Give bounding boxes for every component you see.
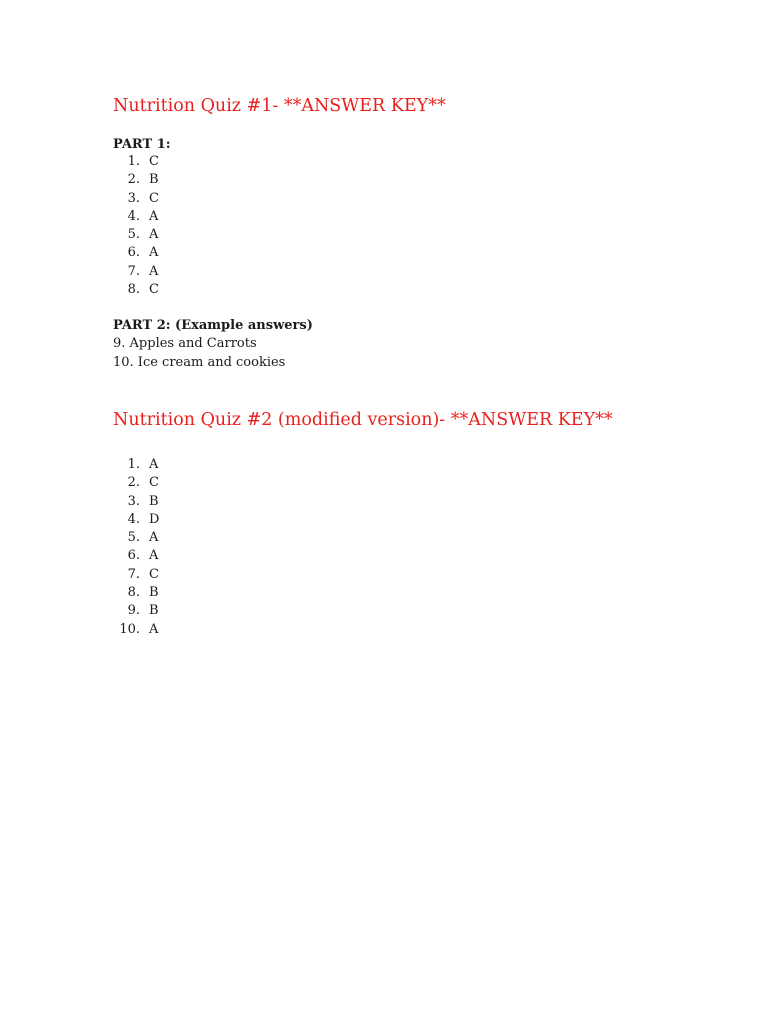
item-number: 5. [127, 530, 140, 546]
item-answer: C [149, 282, 159, 298]
list-item [113, 244, 159, 262]
list-item [113, 566, 159, 584]
list-item [113, 208, 159, 226]
item-number: 3. [127, 493, 140, 509]
item-number: 1. [127, 154, 140, 169]
list-item [113, 153, 159, 171]
item-answer: C [149, 190, 159, 206]
item-answer: C [149, 475, 159, 491]
item-answer: A [149, 621, 159, 637]
part1-label: PART 1: [113, 137, 171, 152]
item-answer: B [149, 493, 159, 509]
item-number: 7. [127, 263, 140, 279]
item-answer: A [149, 457, 159, 472]
part2-label: PART 2: (Example answers) [113, 318, 313, 333]
item-number: 1. [127, 457, 140, 472]
list-item [113, 547, 159, 565]
item-number: 10. [119, 621, 140, 637]
part1-answer-list [113, 153, 159, 299]
quiz1-title: Nutrition Quiz #1- **ANSWER KEY** [113, 96, 446, 116]
item-answer: C [149, 566, 159, 582]
item-answer: A [149, 245, 159, 261]
list-item: 10. Ice cream and cookies [113, 354, 286, 370]
item-answer: A [149, 548, 159, 564]
item-number: 5. [127, 227, 140, 243]
item-number: 2. [127, 475, 140, 491]
item-number: 8. [127, 585, 140, 601]
list-item [113, 263, 159, 281]
item-answer: B [149, 603, 159, 619]
item-answer: B [149, 585, 159, 601]
list-item [113, 456, 159, 474]
item-number: 7. [127, 566, 140, 582]
item-number: 8. [127, 282, 140, 298]
item-number: 9. [127, 603, 140, 619]
item-answer: C [149, 154, 159, 169]
list-item [113, 511, 159, 529]
item-number: 2. [127, 172, 140, 188]
list-item [113, 621, 159, 639]
list-item: 9. Apples and Carrots [113, 336, 257, 351]
list-item [113, 474, 159, 492]
item-answer: A [149, 227, 159, 243]
list-item [113, 171, 159, 189]
item-number: 6. [127, 245, 140, 261]
item-number: 4. [127, 511, 140, 527]
list-item [113, 281, 159, 299]
item-number: 3. [127, 190, 140, 206]
item-answer: A [149, 530, 159, 546]
list-item [113, 190, 159, 208]
list-item [113, 493, 159, 511]
item-answer: D [149, 511, 160, 527]
quiz2-answer-list [113, 456, 159, 639]
list-item [113, 584, 159, 602]
item-answer: A [149, 208, 159, 224]
list-item [113, 529, 159, 547]
part2-answer-list [113, 335, 285, 372]
item-answer: A [149, 263, 159, 279]
list-item [113, 602, 159, 620]
quiz2-title: Nutrition Quiz #2 (modified version)- **ANSWER KEY** [113, 410, 613, 430]
item-answer: B [149, 172, 159, 188]
item-number: 4. [127, 208, 140, 224]
item-number: 6. [127, 548, 140, 564]
list-item [113, 226, 159, 244]
